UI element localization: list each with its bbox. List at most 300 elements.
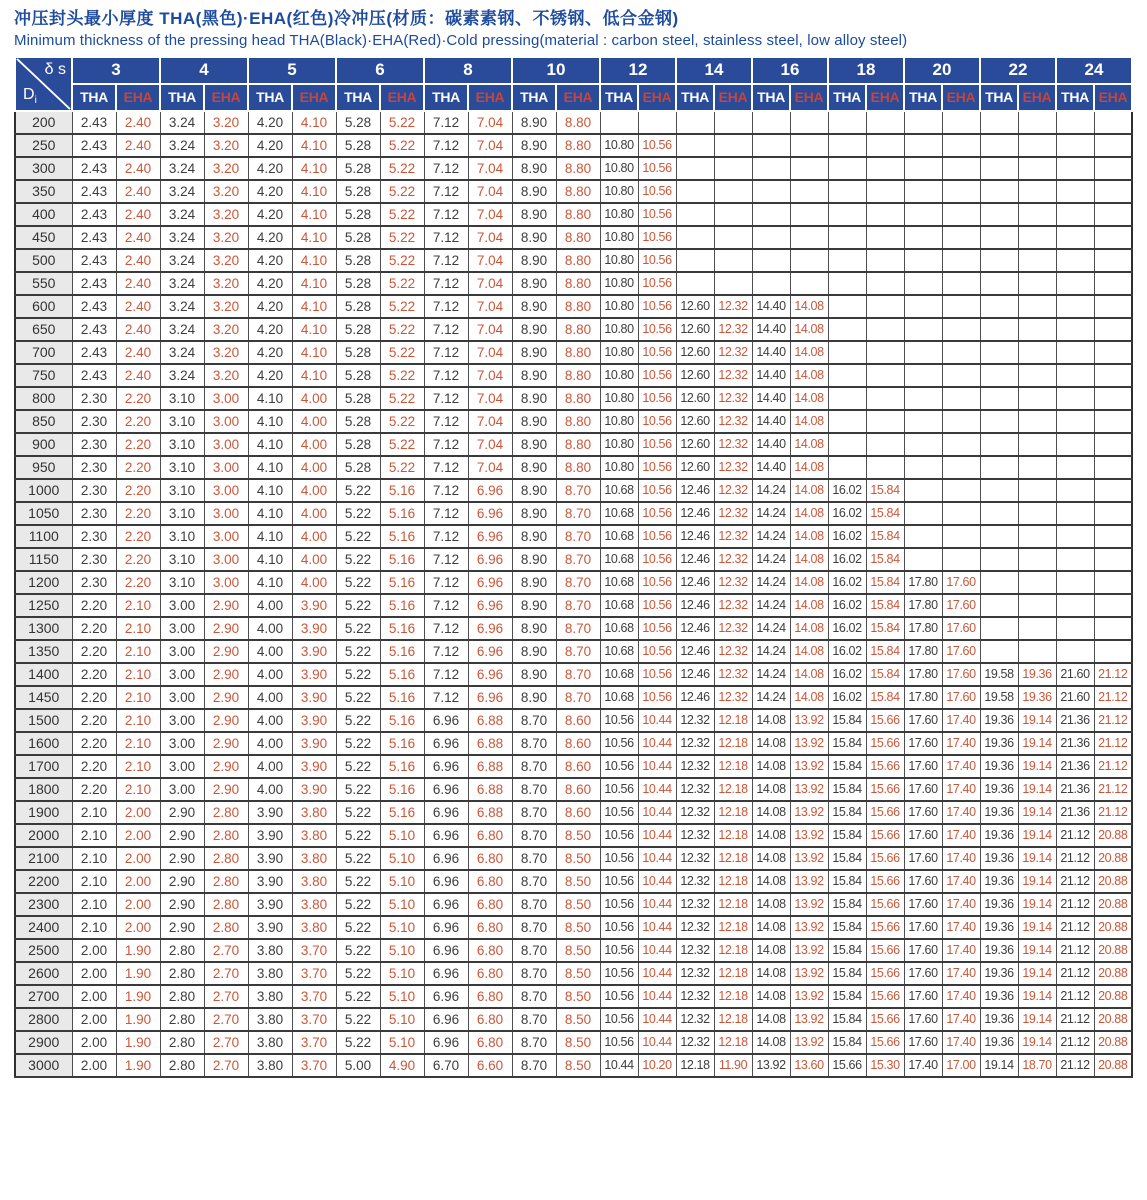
tha-value-cell: 2.20 — [72, 594, 116, 617]
eha-value-cell: 10.44 — [638, 732, 676, 755]
eha-value-cell: 6.80 — [468, 847, 512, 870]
eha-value-cell: 2.80 — [204, 870, 248, 893]
eha-value-cell: 21.12 — [1094, 801, 1132, 824]
eha-value-cell: 4.10 — [292, 226, 336, 249]
tha-value-cell: 2.43 — [72, 341, 116, 364]
eha-value-cell: 17.60 — [942, 640, 980, 663]
tha-value-cell: 6.96 — [424, 709, 468, 732]
eha-value-cell: 13.92 — [790, 962, 828, 985]
tha-value-cell — [752, 134, 790, 157]
eha-value-cell — [866, 272, 904, 295]
eha-value-cell: 10.44 — [638, 962, 676, 985]
delta-col-header-20: 20 — [904, 57, 980, 84]
eha-value-cell: 10.56 — [638, 640, 676, 663]
tha-value-cell: 12.60 — [676, 456, 714, 479]
eha-value-cell: 12.18 — [714, 893, 752, 916]
eha-value-cell: 3.70 — [292, 962, 336, 985]
eha-value-cell: 12.32 — [714, 318, 752, 341]
tha-value-cell: 14.08 — [752, 962, 790, 985]
di-cell: 3000 — [15, 1054, 72, 1077]
eha-value-cell — [942, 203, 980, 226]
tha-value-cell: 5.22 — [336, 847, 380, 870]
eha-value-cell: 8.80 — [556, 364, 600, 387]
tha-value-cell: 4.00 — [248, 755, 292, 778]
eha-value-cell: 5.22 — [380, 295, 424, 318]
tha-value-cell: 15.84 — [828, 1031, 866, 1054]
eha-value-cell — [942, 410, 980, 433]
tha-value-cell: 14.40 — [752, 341, 790, 364]
tha-value-cell: 2.43 — [72, 249, 116, 272]
eha-value-cell: 5.22 — [380, 456, 424, 479]
tha-value-cell: 10.68 — [600, 686, 638, 709]
tha-value-cell: 10.80 — [600, 226, 638, 249]
di-cell: 1300 — [15, 617, 72, 640]
tha-value-cell: 6.96 — [424, 985, 468, 1008]
tha-subheader-8: THA — [424, 84, 468, 111]
tha-value-cell: 5.28 — [336, 364, 380, 387]
eha-value-cell: 2.10 — [116, 709, 160, 732]
eha-value-cell: 14.08 — [790, 341, 828, 364]
tha-value-cell: 19.36 — [980, 801, 1018, 824]
table-row-di-950 — [15, 456, 1132, 479]
di-cell: 750 — [15, 364, 72, 387]
eha-value-cell: 8.50 — [556, 847, 600, 870]
tha-subheader-16: THA — [752, 84, 790, 111]
tha-value-cell: 19.36 — [980, 732, 1018, 755]
eha-value-cell: 10.56 — [638, 180, 676, 203]
eha-value-cell: 2.40 — [116, 364, 160, 387]
eha-subheader-16: EHA — [790, 84, 828, 111]
eha-value-cell: 2.10 — [116, 686, 160, 709]
eha-value-cell: 2.10 — [116, 663, 160, 686]
eha-value-cell: 10.56 — [638, 318, 676, 341]
tha-value-cell: 12.32 — [676, 709, 714, 732]
tha-value-cell: 21.12 — [1056, 1054, 1094, 1077]
eha-value-cell: 8.70 — [556, 525, 600, 548]
tha-value-cell: 7.12 — [424, 295, 468, 318]
eha-value-cell: 17.40 — [942, 939, 980, 962]
tha-value-cell: 14.40 — [752, 410, 790, 433]
eha-value-cell — [866, 157, 904, 180]
tha-value-cell: 5.22 — [336, 824, 380, 847]
tha-value-cell: 10.56 — [600, 778, 638, 801]
tha-value-cell: 17.60 — [904, 847, 942, 870]
tha-value-cell: 19.58 — [980, 663, 1018, 686]
tha-value-cell — [752, 249, 790, 272]
tha-value-cell: 10.80 — [600, 180, 638, 203]
tha-value-cell — [904, 226, 942, 249]
tha-value-cell: 14.24 — [752, 525, 790, 548]
eha-value-cell: 5.10 — [380, 939, 424, 962]
eha-value-cell: 3.70 — [292, 1031, 336, 1054]
tha-value-cell: 5.22 — [336, 548, 380, 571]
eha-value-cell — [1018, 364, 1056, 387]
tha-value-cell: 13.92 — [752, 1054, 790, 1077]
eha-value-cell — [714, 272, 752, 295]
eha-value-cell: 10.56 — [638, 456, 676, 479]
tha-value-cell — [904, 203, 942, 226]
tha-value-cell: 2.90 — [160, 893, 204, 916]
eha-value-cell: 21.12 — [1094, 686, 1132, 709]
eha-value-cell: 12.32 — [714, 502, 752, 525]
eha-value-cell — [1094, 180, 1132, 203]
tha-value-cell — [676, 272, 714, 295]
eha-value-cell: 7.04 — [468, 364, 512, 387]
tha-value-cell: 4.20 — [248, 341, 292, 364]
eha-value-cell: 3.00 — [204, 479, 248, 502]
eha-value-cell: 2.40 — [116, 318, 160, 341]
tha-value-cell — [904, 433, 942, 456]
eha-value-cell: 12.32 — [714, 617, 752, 640]
tha-value-cell: 17.60 — [904, 916, 942, 939]
tha-value-cell: 12.32 — [676, 962, 714, 985]
tha-value-cell: 19.36 — [980, 870, 1018, 893]
eha-value-cell: 2.20 — [116, 387, 160, 410]
eha-value-cell: 3.90 — [292, 709, 336, 732]
table-row-di-1050 — [15, 502, 1132, 525]
tha-value-cell: 5.22 — [336, 985, 380, 1008]
eha-value-cell — [1018, 226, 1056, 249]
table-row-di-2500 — [15, 939, 1132, 962]
eha-value-cell: 3.70 — [292, 1054, 336, 1077]
tha-value-cell: 2.43 — [72, 134, 116, 157]
eha-value-cell: 3.00 — [204, 502, 248, 525]
eha-value-cell: 12.18 — [714, 939, 752, 962]
eha-value-cell: 4.00 — [292, 502, 336, 525]
tha-value-cell: 8.90 — [512, 318, 556, 341]
tha-value-cell: 3.00 — [160, 663, 204, 686]
tha-value-cell: 15.84 — [828, 1008, 866, 1031]
eha-value-cell — [1094, 456, 1132, 479]
tha-value-cell: 14.08 — [752, 709, 790, 732]
tha-value-cell: 16.02 — [828, 571, 866, 594]
tha-value-cell: 8.90 — [512, 180, 556, 203]
tha-value-cell: 15.84 — [828, 824, 866, 847]
eha-value-cell: 1.90 — [116, 1054, 160, 1077]
eha-value-cell: 2.20 — [116, 456, 160, 479]
eha-value-cell: 5.16 — [380, 709, 424, 732]
tha-value-cell: 10.44 — [600, 1054, 638, 1077]
tha-value-cell: 10.80 — [600, 318, 638, 341]
eha-value-cell: 14.08 — [790, 594, 828, 617]
eha-value-cell: 2.70 — [204, 962, 248, 985]
eha-value-cell — [1018, 640, 1056, 663]
eha-value-cell: 17.60 — [942, 594, 980, 617]
tha-value-cell: 3.24 — [160, 203, 204, 226]
tha-value-cell: 3.80 — [248, 1054, 292, 1077]
eha-value-cell: 5.16 — [380, 502, 424, 525]
eha-value-cell: 20.88 — [1094, 985, 1132, 1008]
tha-value-cell: 3.90 — [248, 847, 292, 870]
eha-value-cell: 3.80 — [292, 824, 336, 847]
tha-value-cell: 17.60 — [904, 985, 942, 1008]
tha-value-cell: 2.30 — [72, 456, 116, 479]
tha-value-cell: 8.90 — [512, 364, 556, 387]
tha-value-cell: 21.12 — [1056, 939, 1094, 962]
tha-value-cell — [828, 433, 866, 456]
eha-value-cell: 15.66 — [866, 916, 904, 939]
tha-value-cell — [904, 157, 942, 180]
eha-value-cell: 20.88 — [1094, 870, 1132, 893]
tha-value-cell: 3.90 — [248, 916, 292, 939]
tha-value-cell — [676, 180, 714, 203]
eha-value-cell: 4.90 — [380, 1054, 424, 1077]
eha-value-cell: 15.66 — [866, 778, 904, 801]
eha-value-cell: 15.66 — [866, 1008, 904, 1031]
eha-value-cell: 10.56 — [638, 617, 676, 640]
tha-value-cell: 19.36 — [980, 1008, 1018, 1031]
eha-value-cell: 2.70 — [204, 1008, 248, 1031]
tha-value-cell: 8.90 — [512, 479, 556, 502]
tha-value-cell: 2.43 — [72, 364, 116, 387]
eha-value-cell: 10.56 — [638, 134, 676, 157]
table-row-di-1150 — [15, 548, 1132, 571]
eha-value-cell: 8.70 — [556, 663, 600, 686]
tha-value-cell: 8.90 — [512, 571, 556, 594]
eha-value-cell: 8.80 — [556, 180, 600, 203]
di-cell: 850 — [15, 410, 72, 433]
tha-value-cell: 7.12 — [424, 479, 468, 502]
tha-value-cell: 17.60 — [904, 824, 942, 847]
tha-value-cell: 8.90 — [512, 502, 556, 525]
tha-value-cell: 5.22 — [336, 617, 380, 640]
eha-value-cell: 2.20 — [116, 410, 160, 433]
eha-value-cell — [638, 111, 676, 134]
tha-value-cell: 12.32 — [676, 1008, 714, 1031]
tha-value-cell — [980, 318, 1018, 341]
eha-value-cell: 2.00 — [116, 824, 160, 847]
eha-value-cell — [1094, 226, 1132, 249]
tha-value-cell — [752, 272, 790, 295]
tha-value-cell: 8.70 — [512, 939, 556, 962]
eha-value-cell: 8.70 — [556, 686, 600, 709]
di-cell: 1000 — [15, 479, 72, 502]
eha-value-cell: 5.22 — [380, 249, 424, 272]
eha-value-cell: 7.04 — [468, 226, 512, 249]
tha-value-cell: 15.84 — [828, 962, 866, 985]
tha-value-cell: 10.80 — [600, 410, 638, 433]
eha-value-cell: 7.04 — [468, 387, 512, 410]
di-cell: 500 — [15, 249, 72, 272]
eha-value-cell: 4.10 — [292, 295, 336, 318]
tha-value-cell: 3.00 — [160, 755, 204, 778]
eha-value-cell: 21.12 — [1094, 663, 1132, 686]
tha-value-cell: 4.10 — [248, 502, 292, 525]
eha-value-cell: 2.10 — [116, 594, 160, 617]
eha-value-cell: 10.44 — [638, 824, 676, 847]
tha-value-cell: 19.36 — [980, 916, 1018, 939]
tha-value-cell — [1056, 387, 1094, 410]
eha-subheader-10: EHA — [556, 84, 600, 111]
tha-value-cell — [980, 249, 1018, 272]
eha-subheader-20: EHA — [942, 84, 980, 111]
table-row-di-1350 — [15, 640, 1132, 663]
tha-value-cell: 10.68 — [600, 663, 638, 686]
di-cell: 1350 — [15, 640, 72, 663]
tha-value-cell: 5.22 — [336, 479, 380, 502]
eha-value-cell: 2.90 — [204, 594, 248, 617]
tha-value-cell — [676, 203, 714, 226]
eha-value-cell — [866, 226, 904, 249]
tha-value-cell: 2.30 — [72, 525, 116, 548]
eha-value-cell: 2.90 — [204, 732, 248, 755]
tha-value-cell — [980, 433, 1018, 456]
tha-value-cell: 19.36 — [980, 1031, 1018, 1054]
eha-value-cell: 2.90 — [204, 663, 248, 686]
eha-value-cell: 19.14 — [1018, 732, 1056, 755]
tha-value-cell: 2.90 — [160, 824, 204, 847]
table-row-di-800 — [15, 387, 1132, 410]
di-cell: 1400 — [15, 663, 72, 686]
eha-value-cell: 13.92 — [790, 939, 828, 962]
eha-value-cell: 15.84 — [866, 502, 904, 525]
eha-value-cell — [714, 111, 752, 134]
tha-value-cell — [980, 640, 1018, 663]
tha-value-cell — [980, 525, 1018, 548]
table-row-di-1700 — [15, 755, 1132, 778]
eha-value-cell: 5.22 — [380, 341, 424, 364]
eha-value-cell: 15.66 — [866, 824, 904, 847]
tha-value-cell: 21.12 — [1056, 985, 1094, 1008]
tha-value-cell — [980, 180, 1018, 203]
eha-value-cell: 15.66 — [866, 1031, 904, 1054]
tha-value-cell: 4.20 — [248, 157, 292, 180]
eha-value-cell — [790, 272, 828, 295]
tha-value-cell — [600, 111, 638, 134]
tha-value-cell: 14.08 — [752, 801, 790, 824]
eha-value-cell: 8.80 — [556, 157, 600, 180]
tha-value-cell: 17.80 — [904, 571, 942, 594]
eha-value-cell: 6.80 — [468, 824, 512, 847]
eha-value-cell: 10.56 — [638, 226, 676, 249]
di-cell: 2800 — [15, 1008, 72, 1031]
tha-value-cell: 4.10 — [248, 571, 292, 594]
eha-value-cell: 5.16 — [380, 686, 424, 709]
tha-value-cell: 14.40 — [752, 433, 790, 456]
eha-value-cell: 1.90 — [116, 939, 160, 962]
eha-value-cell: 3.80 — [292, 893, 336, 916]
eha-value-cell: 19.14 — [1018, 709, 1056, 732]
eha-value-cell: 10.56 — [638, 203, 676, 226]
tha-value-cell — [828, 203, 866, 226]
eha-value-cell — [1094, 203, 1132, 226]
tha-value-cell — [676, 111, 714, 134]
tha-value-cell — [1056, 272, 1094, 295]
eha-value-cell: 15.66 — [866, 709, 904, 732]
tha-value-cell: 3.24 — [160, 341, 204, 364]
tha-value-cell: 3.10 — [160, 525, 204, 548]
tha-value-cell: 5.22 — [336, 571, 380, 594]
eha-value-cell: 5.22 — [380, 433, 424, 456]
tha-value-cell: 8.70 — [512, 801, 556, 824]
tha-value-cell — [980, 548, 1018, 571]
table-row-di-200 — [15, 111, 1132, 134]
tha-value-cell: 3.24 — [160, 226, 204, 249]
tha-value-cell: 5.28 — [336, 157, 380, 180]
eha-value-cell: 5.16 — [380, 617, 424, 640]
eha-value-cell: 5.22 — [380, 387, 424, 410]
eha-value-cell: 17.00 — [942, 1054, 980, 1077]
tha-value-cell — [980, 456, 1018, 479]
tha-value-cell: 3.24 — [160, 318, 204, 341]
tha-value-cell: 2.43 — [72, 180, 116, 203]
eha-value-cell — [790, 180, 828, 203]
eha-value-cell: 20.88 — [1094, 1008, 1132, 1031]
tha-value-cell: 15.84 — [828, 985, 866, 1008]
tha-value-cell: 12.46 — [676, 502, 714, 525]
eha-value-cell: 6.88 — [468, 755, 512, 778]
eha-value-cell: 2.40 — [116, 249, 160, 272]
tha-value-cell: 17.60 — [904, 1008, 942, 1031]
eha-value-cell — [790, 203, 828, 226]
tha-value-cell: 21.12 — [1056, 1031, 1094, 1054]
eha-value-cell: 19.14 — [1018, 801, 1056, 824]
tha-value-cell: 15.84 — [828, 939, 866, 962]
tha-value-cell: 17.60 — [904, 778, 942, 801]
eha-value-cell: 3.70 — [292, 1008, 336, 1031]
tha-value-cell: 10.68 — [600, 594, 638, 617]
eha-value-cell: 5.16 — [380, 663, 424, 686]
eha-value-cell — [1018, 203, 1056, 226]
tha-value-cell — [1056, 249, 1094, 272]
tha-value-cell: 12.60 — [676, 295, 714, 318]
tha-value-cell — [676, 134, 714, 157]
tha-value-cell — [1056, 525, 1094, 548]
tha-value-cell: 14.24 — [752, 548, 790, 571]
eha-value-cell: 15.66 — [866, 732, 904, 755]
eha-value-cell: 8.70 — [556, 479, 600, 502]
tha-value-cell: 2.10 — [72, 870, 116, 893]
tha-value-cell — [904, 525, 942, 548]
eha-value-cell: 12.18 — [714, 847, 752, 870]
eha-value-cell: 20.88 — [1094, 824, 1132, 847]
tha-value-cell: 15.84 — [828, 916, 866, 939]
eha-value-cell — [1094, 364, 1132, 387]
eha-value-cell: 6.96 — [468, 663, 512, 686]
tha-value-cell — [904, 180, 942, 203]
tha-value-cell: 14.24 — [752, 663, 790, 686]
tha-value-cell — [676, 157, 714, 180]
eha-value-cell: 2.90 — [204, 686, 248, 709]
tha-value-cell: 2.43 — [72, 157, 116, 180]
di-cell: 1500 — [15, 709, 72, 732]
tha-value-cell — [828, 249, 866, 272]
tha-value-cell — [980, 387, 1018, 410]
eha-value-cell: 15.66 — [866, 870, 904, 893]
tha-value-cell: 17.80 — [904, 617, 942, 640]
tha-subheader-20: THA — [904, 84, 942, 111]
eha-value-cell: 3.00 — [204, 433, 248, 456]
tha-value-cell: 5.28 — [336, 134, 380, 157]
eha-value-cell: 6.96 — [468, 686, 512, 709]
eha-value-cell — [714, 134, 752, 157]
eha-value-cell: 19.14 — [1018, 755, 1056, 778]
eha-value-cell: 12.18 — [714, 824, 752, 847]
di-cell: 2600 — [15, 962, 72, 985]
eha-value-cell: 19.14 — [1018, 778, 1056, 801]
eha-subheader-3: EHA — [116, 84, 160, 111]
tha-value-cell — [752, 180, 790, 203]
tha-value-cell: 2.20 — [72, 709, 116, 732]
eha-value-cell: 8.50 — [556, 1054, 600, 1077]
tha-value-cell: 12.60 — [676, 433, 714, 456]
tha-value-cell: 10.68 — [600, 571, 638, 594]
tha-value-cell — [1056, 502, 1094, 525]
eha-value-cell: 10.56 — [638, 479, 676, 502]
eha-value-cell — [866, 111, 904, 134]
tha-value-cell: 17.80 — [904, 640, 942, 663]
tha-value-cell: 8.70 — [512, 847, 556, 870]
